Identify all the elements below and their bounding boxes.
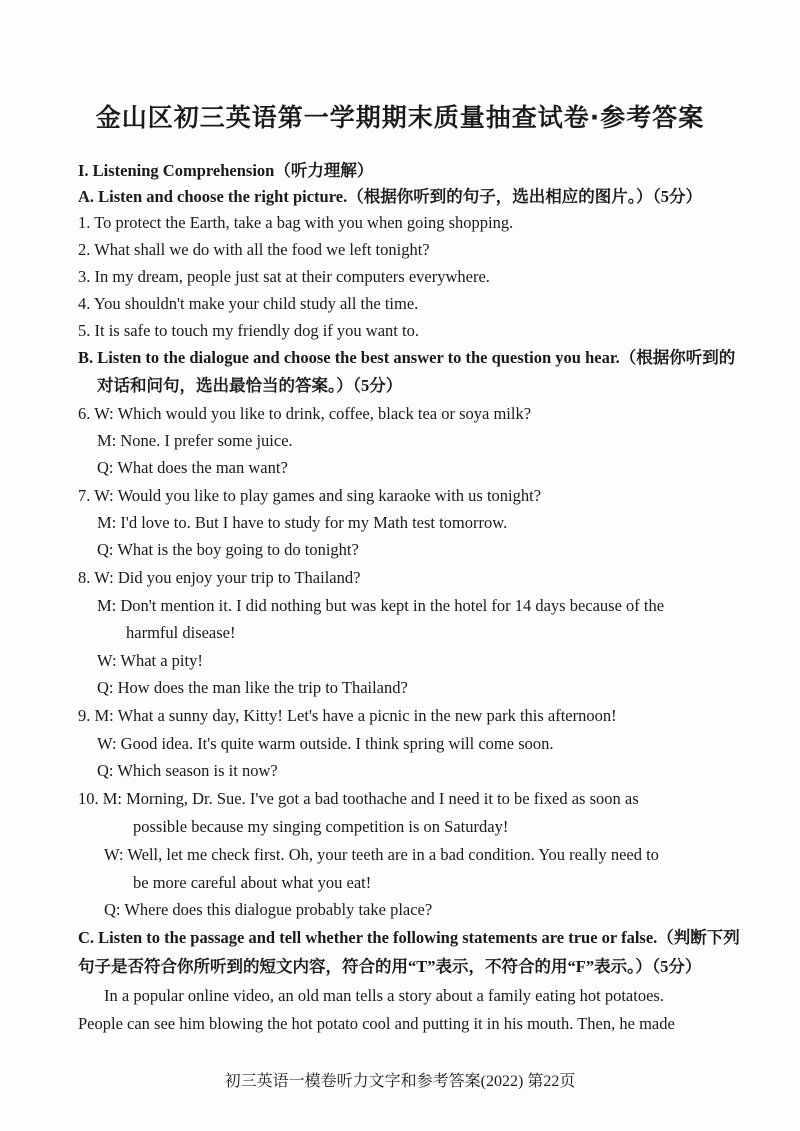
dialogue-line: Q: What is the boy going to do tonight? — [97, 540, 359, 559]
list-item: 2. What shall we do with all the food we left tonight? — [78, 240, 430, 259]
dialogue-line: M: Don't mention it. I did nothing but was kept in the hotel for 14 days because of the — [97, 596, 665, 615]
dialogue-line: Q: How does the man like the trip to Thailand? — [97, 678, 408, 697]
part-c-heading: C. Listen to the passage and tell whether the following statements are true or false.（判断下列 — [78, 928, 740, 947]
dialogue-line: 6. W: Which would you like to drink, coffee, black tea or soya milk? — [78, 404, 532, 423]
dialogue-line: be more careful about what you eat! — [133, 873, 372, 892]
dialogue-line: 7. W: Would you like to play games and sing karaoke with us tonight? — [78, 486, 542, 505]
part-a-heading: A. Listen and choose the right picture.（根据你听到的句子，选出相应的图片。）（5分） — [78, 187, 702, 206]
list-item: 5. It is safe to touch my friendly dog if you want to. — [78, 321, 419, 340]
dialogue-line: 9. M: What a sunny day, Kitty! Let's have a picnic in the new park this afternoon! — [78, 706, 617, 725]
page-footer: 初三英语一模卷听力文字和参考答案(2022) 第22页 — [224, 1073, 576, 1090]
dialogue-line: M: None. I prefer some juice. — [97, 431, 293, 450]
list-item: 4. You shouldn't make your child study all the time. — [78, 294, 419, 313]
passage-text: People can see him blowing the hot potato cool and putting it in his mouth. Then, he made — [78, 1014, 675, 1033]
part-c-heading-cont: 句子是否符合你所听到的短文内容，符合的用“T”表示，不符合的用“F”表示。）（5分） — [78, 957, 702, 976]
part-b-heading: B. Listen to the dialogue and choose the best answer to the question you hear.（根据你听到的 — [78, 348, 736, 367]
dialogue-line: harmful disease! — [126, 623, 236, 642]
dialogue-line: W: Good idea. It's quite warm outside. I think spring will come soon. — [97, 734, 554, 753]
dialogue-line: 10. M: Morning, Dr. Sue. I've got a bad toothache and I need it to be fixed as soon as — [78, 789, 639, 808]
dialogue-line: Q: Where does this dialogue probably take place? — [104, 900, 433, 919]
dialogue-line: W: Well, let me check first. Oh, your teeth are in a bad condition. You really need to — [104, 845, 659, 864]
dialogue-line: 8. W: Did you enjoy your trip to Thailand? — [78, 568, 361, 587]
dialogue-line: possible because my singing competition is on Saturday! — [133, 817, 509, 836]
part-b-heading-cont: 对话和问句，选出最恰当的答案。）（5分） — [97, 376, 403, 395]
dialogue-line: M: I'd love to. But I have to study for my Math test tomorrow. — [97, 513, 508, 532]
dialogue-line: Q: Which season is it now? — [97, 761, 278, 780]
dialogue-line: Q: What does the man want? — [97, 458, 288, 477]
list-item: 3. In my dream, people just sat at their computers everywhere. — [78, 267, 490, 286]
passage-text: In a popular online video, an old man tells a story about a family eating hot potatoes. — [104, 986, 664, 1005]
list-item: 1. To protect the Earth, take a bag with you when going shopping. — [78, 213, 514, 232]
page-title: 金山区初三英语第一学期期末质量抽查试卷·参考答案 — [95, 103, 705, 132]
dialogue-line: W: What a pity! — [97, 651, 203, 670]
section-heading: I. Listening Comprehension（听力理解） — [78, 161, 374, 180]
